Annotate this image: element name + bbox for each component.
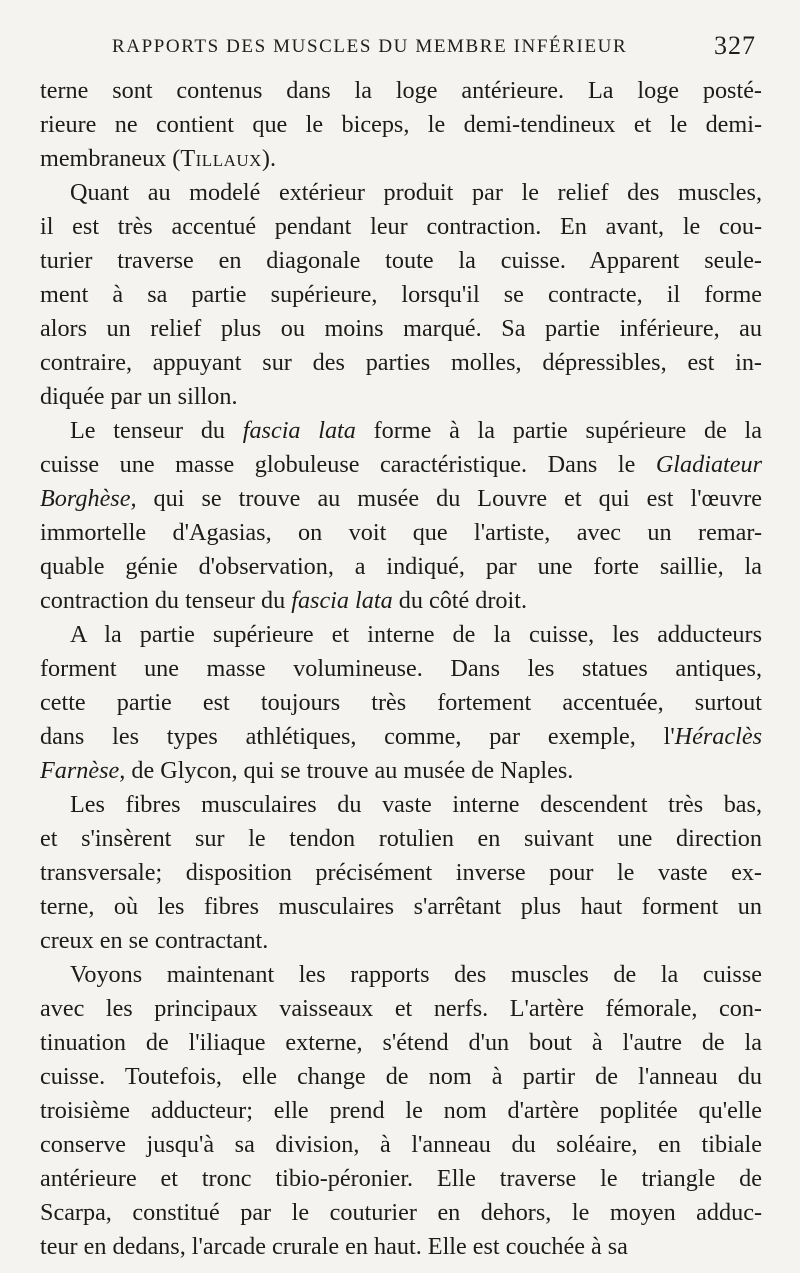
text-line: quable génie d'observation, a indiqué, par une forte saillie, la (40, 553, 762, 580)
text-line: Borghèse, qui se trouve au musée du Louvre et qui est l'œuvre (40, 485, 762, 512)
text-line: alors un relief plus ou moins marqué. Sa partie inférieure, au (40, 315, 762, 342)
text-line: creux en se contractant. (40, 927, 269, 954)
text-line: Quant au modelé extérieur produit par le relief des muscles, (70, 179, 762, 206)
italic-text: fascia lata (242, 417, 356, 444)
paragraph (40, 618, 762, 788)
text-line: ment à sa partie supérieure, lorsqu'il se contracte, il forme (40, 281, 762, 308)
text-line: rieure ne contient que le biceps, le demi-tendineux et le demi- (40, 111, 762, 138)
paragraph (40, 958, 762, 1264)
text-line: Voyons maintenant les rapports des muscles de la cuisse (70, 961, 762, 988)
author-name: Tillaux (180, 145, 262, 172)
text-line: terne sont contenus dans la loge antérieure. La loge posté- (40, 77, 762, 104)
text-line: conserve jusqu'à sa division, à l'anneau du soléaire, en tibiale (40, 1131, 762, 1158)
text-line: cuisse une masse globuleuse caractéristique. Dans le Gladiateur (40, 451, 762, 478)
text-line: forment une masse volumineuse. Dans les statues antiques, (40, 655, 762, 682)
text-line: tinuation de l'iliaque externe, s'étend d'un bout à l'autre de la (40, 1029, 762, 1056)
paragraph (40, 414, 762, 618)
text-line: avec les principaux vaisseaux et nerfs. L'artère fémorale, con- (40, 995, 762, 1022)
text-line: dans les types athlétiques, comme, par exemple, l'Héraclès (40, 723, 762, 750)
italic-text: fascia lata (291, 587, 393, 614)
text-line: teur en dedans, l'arcade crurale en haut. Elle est couchée à sa (40, 1233, 628, 1260)
text-line: immortelle d'Agasias, on voit que l'artiste, avec un remar- (40, 519, 762, 546)
italic-text: Farnèse, (40, 757, 126, 784)
text-line: cuisse. Toutefois, elle change de nom à partir de l'anneau du (40, 1063, 762, 1090)
text-line: Les fibres musculaires du vaste interne descendent très bas, (70, 791, 762, 818)
page-header (112, 30, 762, 64)
italic-text: Héraclès (674, 723, 762, 750)
text-line: Scarpa, constitué par le couturier en dehors, le moyen adduc- (40, 1199, 762, 1226)
text-line: Le tenseur du fascia lata forme à la partie supérieure de la (70, 417, 762, 444)
page-number: 327 (714, 31, 756, 60)
text-line: contraire, appuyant sur des parties molles, dépressibles, est in- (40, 349, 762, 376)
text-line: transversale; disposition précisément inverse pour le vaste ex- (40, 859, 762, 886)
text-line: il est très accentué pendant leur contraction. En avant, le cou- (40, 213, 762, 240)
text-line: cette partie est toujours très fortement accentuée, surtout (40, 689, 762, 716)
text-line: diquée par un sillon. (40, 383, 238, 410)
text-line: contraction du tenseur du fascia lata du côté droit. (40, 587, 528, 614)
italic-text: Gladiateur (655, 451, 762, 478)
body-text (40, 74, 762, 1264)
italic-text: Borghèse, (40, 485, 137, 512)
paragraph (40, 74, 762, 176)
text-line: terne, où les fibres musculaires s'arrêtant plus haut forment un (40, 893, 762, 920)
text-line: membraneux (Tillaux). (40, 145, 277, 172)
text-line: Farnèse, de Glycon, qui se trouve au musée de Naples. (40, 757, 574, 784)
text-line: turier traverse en diagonale toute la cuisse. Apparent seule- (40, 247, 762, 274)
text-line: et s'insèrent sur le tendon rotulien en suivant une direction (40, 825, 762, 852)
paragraph (40, 788, 762, 958)
text-line: A la partie supérieure et interne de la cuisse, les adducteurs (70, 621, 762, 648)
paragraph (40, 176, 762, 414)
running-title: RAPPORTS DES MUSCLES DU MEMBRE INFÉRIEUR (112, 36, 628, 57)
text-line: troisième adducteur; elle prend le nom d'artère poplitée qu'elle (40, 1097, 762, 1124)
text-line: antérieure et tronc tibio-péronier. Elle traverse le triangle de (40, 1165, 762, 1192)
